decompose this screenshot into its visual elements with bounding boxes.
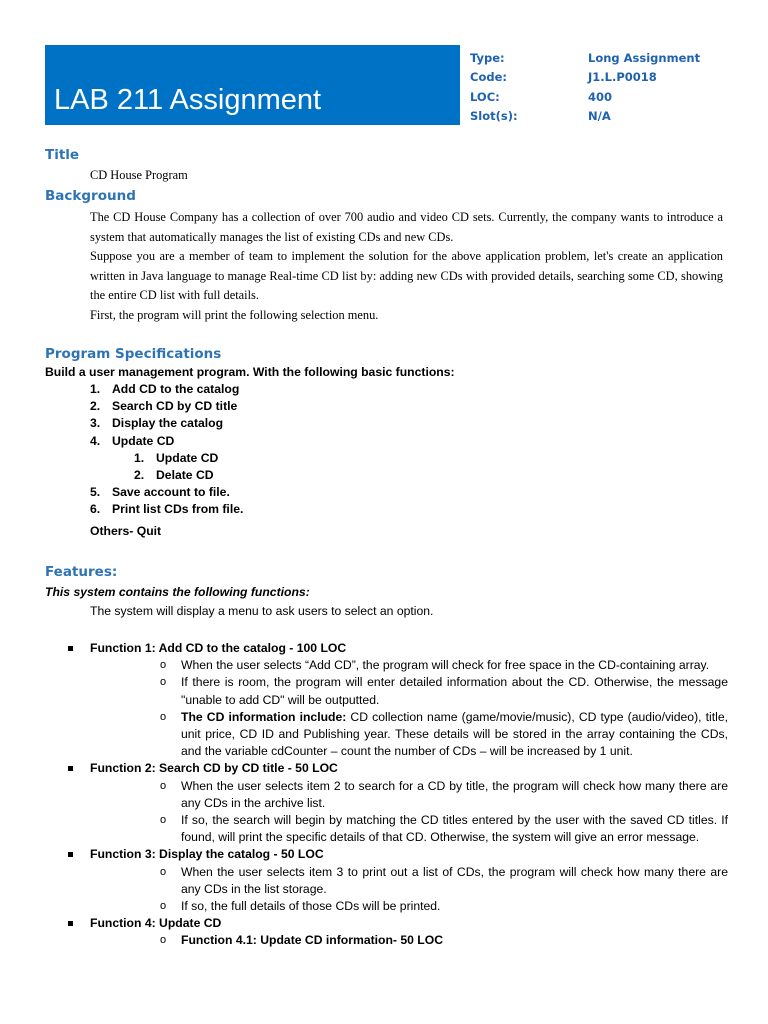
circle-bullet-icon: o <box>160 814 167 827</box>
circle-bullet-icon: o <box>160 676 167 689</box>
title-text <box>90 166 723 186</box>
background-body <box>90 208 723 325</box>
submenu-item: 1. Update CD <box>134 450 219 465</box>
circle-bullet-icon: o <box>160 659 167 672</box>
square-bullet-icon <box>68 766 73 771</box>
menu-item: 1. Add CD to the catalog <box>90 382 240 396</box>
meta-key: LOC: <box>470 89 500 104</box>
meta-value: J1.L.P0018 <box>588 70 657 85</box>
function-2-heading: Function 2: Search CD by CD title - 50 LOC <box>68 760 728 777</box>
menu-item: 3. Display the catalog <box>90 416 224 431</box>
function-3-item: o When the user selects item 3 to print out a list of CDs, the program will check how many there are any CDs in the list storage. <box>160 864 728 896</box>
meta-value: N/A <box>588 108 611 123</box>
circle-bullet-icon: o <box>160 710 167 723</box>
menu-item: 4. Update CD <box>90 433 175 448</box>
program-name: CD House Program <box>90 168 188 182</box>
function-3-heading: Function 3: Display the catalog - 50 LOC <box>68 846 728 863</box>
function-3-item: o If so, the full details of those CDs will be printed. <box>68 898 728 915</box>
background-paragraph: The CD House Company has a collection of over 700 audio and video CD sets. Currently, the company wants to introduce a system that automatically manages the list of existing CDs and new CDs. <box>90 210 723 244</box>
meta-key: Type: <box>470 51 505 65</box>
meta-row-slots <box>470 107 730 126</box>
function-menu <box>90 381 243 519</box>
meta-value: 400 <box>588 89 613 104</box>
meta-value: Long Assignment <box>588 51 701 65</box>
title-banner <box>45 45 460 125</box>
menu-others: Others- Quit <box>90 524 162 538</box>
submenu-item: 2. Delate CD <box>134 468 214 483</box>
menu-item: 5. Save account to file. <box>90 485 230 500</box>
function-1-item: o If there is room, the program will enter detailed information about the CD. Otherwise, the message "unable to add CD" will be outputted. <box>160 675 728 707</box>
circle-bullet-icon: o <box>160 779 167 792</box>
specs-intro: Build a user management program. With the following basic functions: <box>45 365 455 379</box>
background-paragraph: Suppose you are a member of team to implement the solution for the above application problem, let's create an application written in Java language to manage Real-time CD list by: adding new CDs with provided details, searching some CD, showing the entire CD list with full details. <box>90 249 723 302</box>
circle-bullet-icon: o <box>160 865 167 878</box>
square-bullet-icon <box>68 852 73 857</box>
meta-key: Code: <box>470 70 507 85</box>
background-heading: Background <box>45 188 136 204</box>
features-intro: This system contains the following functions: <box>45 585 310 599</box>
features-heading: Features: <box>45 564 118 580</box>
function-4-heading: Function 4: Update CD <box>68 915 728 932</box>
meta-row-code <box>470 68 730 87</box>
title-heading: Title <box>45 147 80 163</box>
function-1-item: o The CD information include: CD collection name (game/movie/music), CD type (audio/video), title, unit price, CD ID and Publishing year. These details will be stored in the array containing the CDs, and the variable cdCounter – count the number of CDs – will be increased by 1 unit. <box>160 709 728 759</box>
square-bullet-icon <box>68 921 73 926</box>
circle-bullet-icon: o <box>160 900 167 913</box>
meta-row-loc <box>470 88 730 107</box>
feature-list <box>68 640 728 950</box>
function-1-heading: Function 1: Add CD to the catalog - 100 LOC <box>68 640 728 657</box>
meta-key: Slot(s): <box>470 108 518 123</box>
square-bullet-icon <box>68 646 73 651</box>
circle-bullet-icon: o <box>160 934 167 947</box>
meta-row-type <box>470 49 730 68</box>
specs-heading: Program Specifications <box>45 346 222 362</box>
menu-item: 2. Search CD by CD title <box>90 399 238 414</box>
menu-item: 6. Print list CDs from file. <box>90 502 244 517</box>
features-description: The system will display a menu to ask users to select an option. <box>90 604 434 618</box>
document-title: LAB 211 Assignment <box>54 84 322 116</box>
function-2-item: o If so, the search will begin by matching the CD titles entered by the user with the saved CD titles. If found, will print the specific details of that CD. Otherwise, the system will give an error message. <box>160 813 728 845</box>
function-2-item: o When the user selects item 2 to search for a CD by title, the program will check how many there are any CDs in the archive list. <box>160 778 728 810</box>
background-paragraph: First, the program will print the following selection menu. <box>90 307 379 322</box>
assignment-meta <box>470 49 730 126</box>
function-4-subitem: o Function 4.1: Update CD information- 50 LOC <box>68 932 728 949</box>
function-1-item: o When the user selects “Add CD”, the program will check for free space in the CD-containing array. <box>68 657 728 674</box>
